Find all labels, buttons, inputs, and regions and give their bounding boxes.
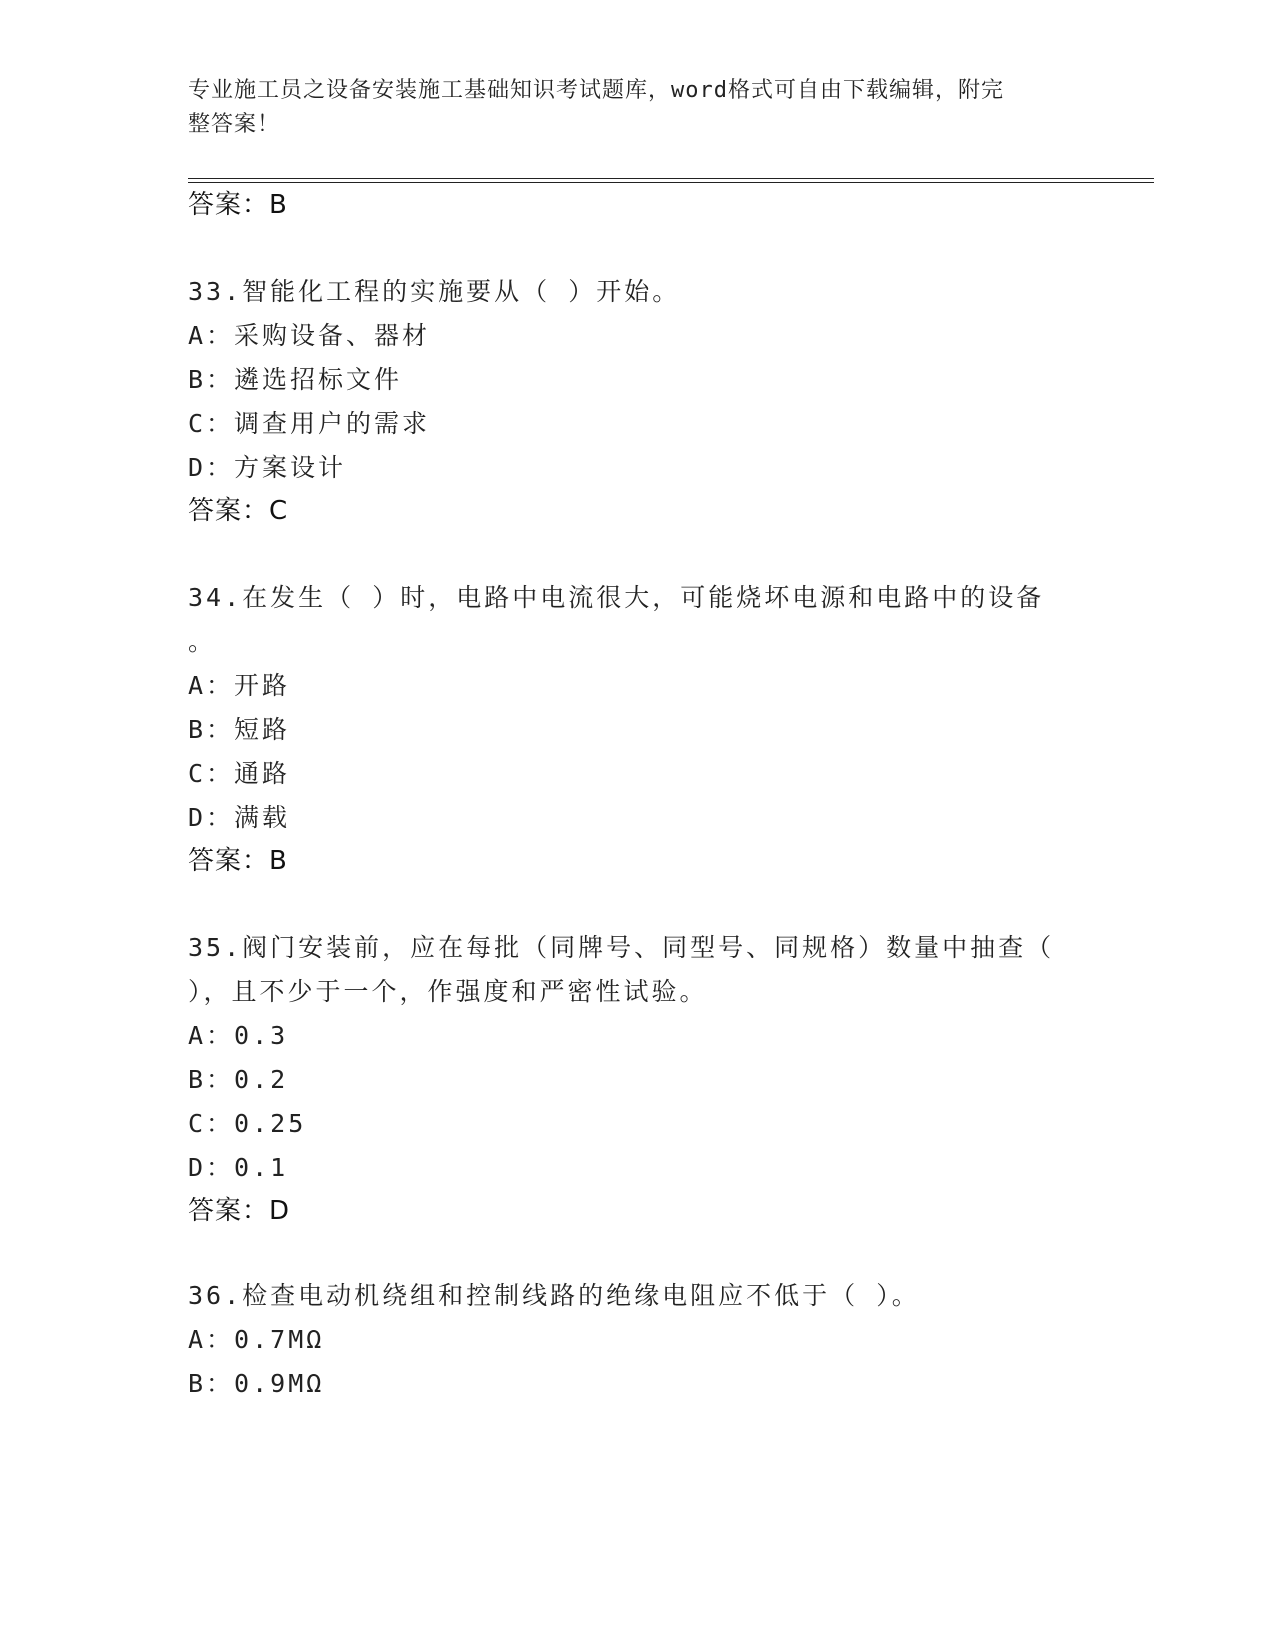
question-33-option-d: D：方案设计 (188, 453, 347, 482)
question-34-option-b: B：短路 (188, 715, 291, 744)
answer-q34: 答案：B (188, 846, 288, 876)
question-35-stem-line-2: ），且不少于一个，作强度和严密性试验。 (188, 977, 708, 1006)
question-34-option-c: C：通路 (188, 759, 291, 788)
document-header (188, 74, 1068, 142)
question-36-stem: 36.检查电动机绕组和控制线路的绝缘电阻应不低于（ ）。 (188, 1281, 920, 1310)
question-33-stem: 33.智能化工程的实施要从（ ）开始。 (188, 277, 681, 306)
question-36-option-a: A：0.7MΩ (188, 1325, 325, 1354)
header-description-line-1: 专业施工员之设备安装施工基础知识考试题库，word格式可自由下载编辑，附完 (188, 78, 1004, 103)
question-34-option-d: D：满载 (188, 803, 291, 832)
question-35-option-b: B：0.2 (188, 1065, 289, 1094)
question-33-option-c: C：调查用户的需求 (188, 409, 431, 438)
answer-q32: 答案：B (188, 190, 288, 220)
question-35-option-d: D：0.1 (188, 1153, 289, 1182)
question-36-option-b: B：0.9MΩ (188, 1369, 325, 1398)
header-divider (188, 178, 1154, 183)
question-35-option-a: A：0.3 (188, 1021, 289, 1050)
question-33-option-b: B：遴选招标文件 (188, 365, 403, 394)
question-35-option-c: C：0.25 (188, 1109, 307, 1138)
question-34-option-a: A：开路 (188, 671, 291, 700)
question-33-option-a: A：采购设备、器材 (188, 321, 431, 350)
answer-q33: 答案：C (188, 496, 289, 526)
question-34-stem-line-1: 34.在发生（ ）时，电路中电流很大，可能烧坏电源和电路中的设备 (188, 583, 1045, 612)
header-description-line-2: 整答案！ (188, 112, 281, 137)
answer-q35: 答案：D (188, 1196, 291, 1226)
question-34-stem-line-2: 。 (188, 627, 217, 656)
question-35-stem-line-1: 35.阀门安装前，应在每批（同牌号、同型号、同规格）数量中抽查（ (188, 933, 1055, 962)
